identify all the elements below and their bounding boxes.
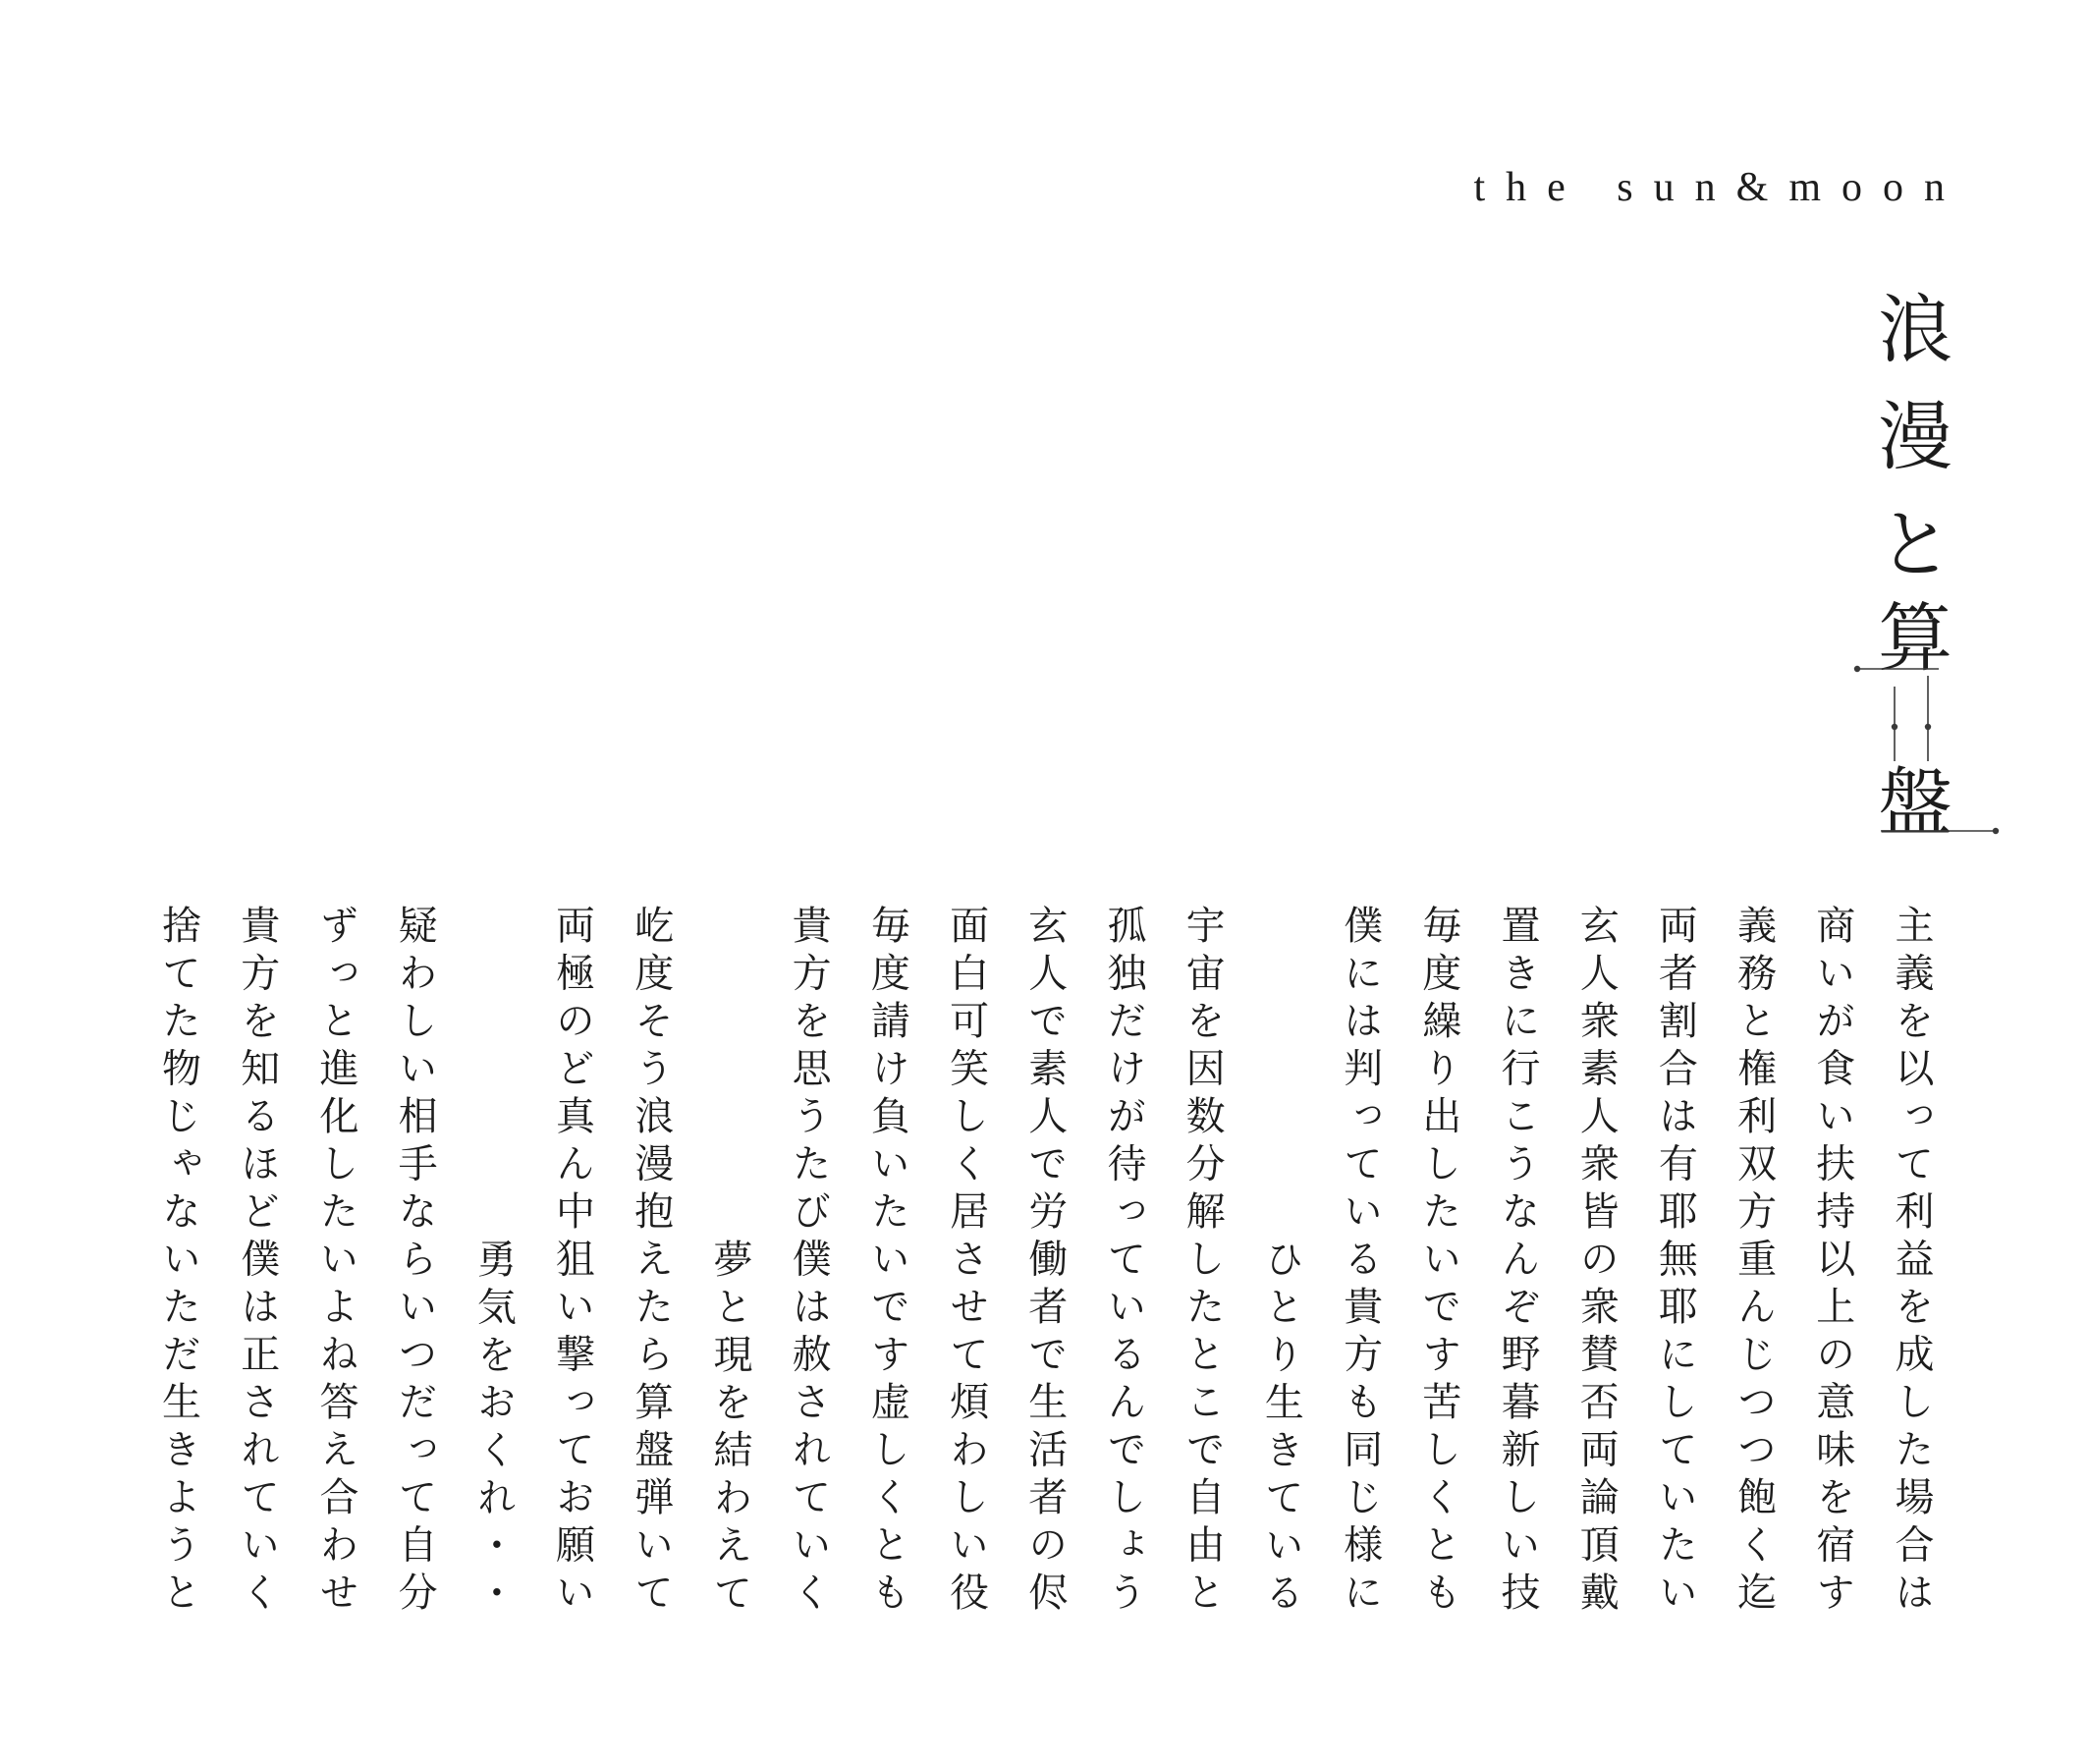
lyric-line: 僕には判っている貴方も同じ様に bbox=[1337, 905, 1383, 1620]
lyric-line: 両者割合は有耶無耶にしていたい bbox=[1652, 905, 1698, 1620]
lyric-line: 宇宙を因数分解したとこで自由と bbox=[1180, 905, 1226, 1620]
lyric-line: 毎度請け負いたいです虚しくとも bbox=[864, 905, 910, 1620]
lyric-line: 疑わしい相手ならいつだって自分 bbox=[392, 905, 438, 1620]
lyric-line: 玄人衆素人衆皆の衆賛否両論頂戴 bbox=[1573, 905, 1620, 1620]
lyric-line: 義務と権利双方重んじつつ飽く迄 bbox=[1731, 905, 1777, 1620]
lyric-line: 屹度そう浪漫抱えたら算盤弾いて bbox=[628, 905, 674, 1620]
lyrics-body bbox=[138, 905, 1951, 1620]
title-char: 盤 bbox=[1878, 759, 1952, 847]
ornament-dot bbox=[1892, 724, 1897, 730]
title-char: 算 bbox=[1878, 594, 1952, 682]
ornament-dot bbox=[1854, 666, 1860, 672]
artist-name: the sun&moon bbox=[1473, 165, 1965, 210]
lyric-line: 主義を以って利益を成した場合は bbox=[1889, 905, 1934, 1620]
lyric-line: ひとり生きている bbox=[1258, 1239, 1304, 1620]
lyric-line: 置きに行こうなんぞ野暮新しい技 bbox=[1494, 905, 1540, 1620]
title-char: 浪 bbox=[1878, 286, 1952, 373]
lyric-line: ずっと進化したいよね答え合わせ bbox=[312, 905, 358, 1620]
lyric-line: 夢と現を結わえて bbox=[706, 1239, 752, 1620]
lyric-line: 勇気をおくれ・・ bbox=[470, 1239, 517, 1620]
lyric-line: 貴方を知るほど僕は正されていく bbox=[234, 905, 280, 1620]
lyric-line: 捨てた物じゃないただ生きようと bbox=[155, 905, 201, 1620]
lyric-line: 商いが食い扶持以上の意味を宿す bbox=[1809, 905, 1855, 1620]
lyric-line: 孤独だけが待っているんでしょう bbox=[1100, 905, 1146, 1620]
title-char: 漫 bbox=[1878, 393, 1952, 480]
lyric-line: 両極のど真ん中狙い撃ってお願い bbox=[549, 905, 595, 1620]
ornament-dot bbox=[1993, 828, 1999, 834]
lyric-line: 貴方を思うたび僕は赦されていく bbox=[786, 905, 832, 1620]
lyric-line: 面白可笑しく居させて煩わしい役 bbox=[943, 905, 989, 1620]
title-char: と bbox=[1878, 501, 1952, 588]
ornament-dot bbox=[1925, 724, 1931, 730]
lyric-line: 玄人で素人で労働者で生活者の侭 bbox=[1021, 905, 1068, 1620]
lyric-line: 毎度繰り出したいです苦しくとも bbox=[1415, 905, 1461, 1620]
